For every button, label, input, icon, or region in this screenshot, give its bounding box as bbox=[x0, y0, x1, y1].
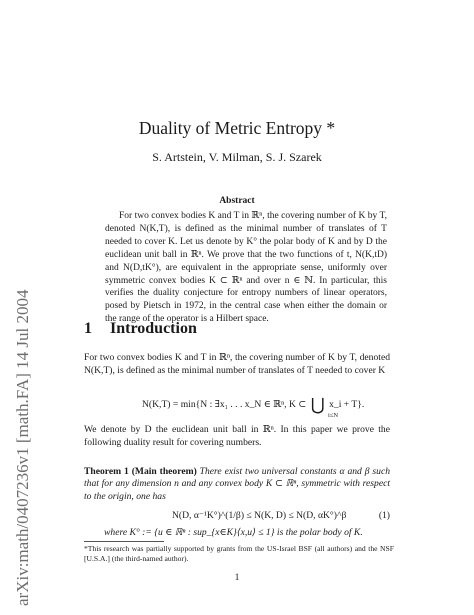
union-symbol: ⋃ bbox=[310, 395, 325, 414]
abstract-text: For two convex bodies K and T in ℝⁿ, the covering number of K by T, denoted N(K,T), is defined as the minimal number of translates of T needed to cover K. Let us denote by K° the polar body of K and by D the euclidean unit ball in ℝⁿ. We prove that the two functions of t, N(K,tD) and N(D,tK°), are equivalent in the appropriate sense, uniformly over symmetric convex bodies K ⊂ ℝⁿ and over n ∈ ℕ. In particular, this verifies the duality conjecture for entropy numbers of linear operators, posed by Pietsch in 1972, in the central case when either the domain or the range of the operator is a Hilbert space. bbox=[105, 211, 387, 325]
author-list: S. Artstein, V. Milman, S. J. Szarek bbox=[152, 150, 322, 164]
duality-inequality bbox=[84, 508, 390, 524]
union-subscript: i≤N bbox=[328, 412, 339, 419]
footnote-rule bbox=[84, 541, 164, 542]
page-number: 1 bbox=[234, 572, 240, 583]
equation-number: (1) bbox=[378, 510, 390, 521]
section-number: 1 bbox=[84, 320, 92, 337]
section-heading bbox=[84, 320, 197, 338]
theorem-label: Theorem 1 (Main theorem) bbox=[84, 466, 197, 477]
section-title: Introduction bbox=[110, 320, 197, 337]
theorem-statement: There exist two universal constants α and β such that for any dimension n and any convex body K ⊂ ℝⁿ, symmetric with respect to the origin, one has bbox=[84, 466, 390, 502]
covering-number-equation bbox=[84, 384, 390, 418]
arxiv-stamp-text: arXiv:math/0407236v1 [math.FA] 14 Jul 2004 bbox=[13, 289, 32, 606]
intro-paragraph-1: For two convex bodies K and T in ℝⁿ, the covering number of K by T, denoted N(K,T), is defined as the minimal number of translates of T needed to cover K bbox=[84, 352, 390, 376]
polar-body-definition: where K° := {u ∈ ℝⁿ : sup_{x∈K}⟨x,u⟩ ≤ 1} is the polar body of K. bbox=[104, 527, 363, 538]
main-theorem bbox=[84, 466, 390, 503]
equation-rhs: x_i + T}. bbox=[326, 399, 365, 410]
equation-lhs: N(K,T) = min{N : ∃x₁ . . . x_N ∈ ℝⁿ, K ⊂ bbox=[142, 399, 309, 410]
inequality-expression: N(D, α⁻¹K°)^(1/β) ≤ N(K, D) ≤ N(D, αK°)^β bbox=[172, 510, 347, 521]
paper-title: Duality of Metric Entropy * bbox=[138, 118, 336, 138]
intro-paragraph-2: We denote by D the euclidean unit ball in ℝⁿ. In this paper we prove the following duality result for covering numbers. bbox=[84, 424, 390, 448]
abstract-heading: Abstract bbox=[219, 196, 255, 206]
footnote: *This research was partially supported by grants from the US-Israel BSF (all authors) and the NSF [U.S.A.] (the third-named author). bbox=[84, 544, 394, 564]
